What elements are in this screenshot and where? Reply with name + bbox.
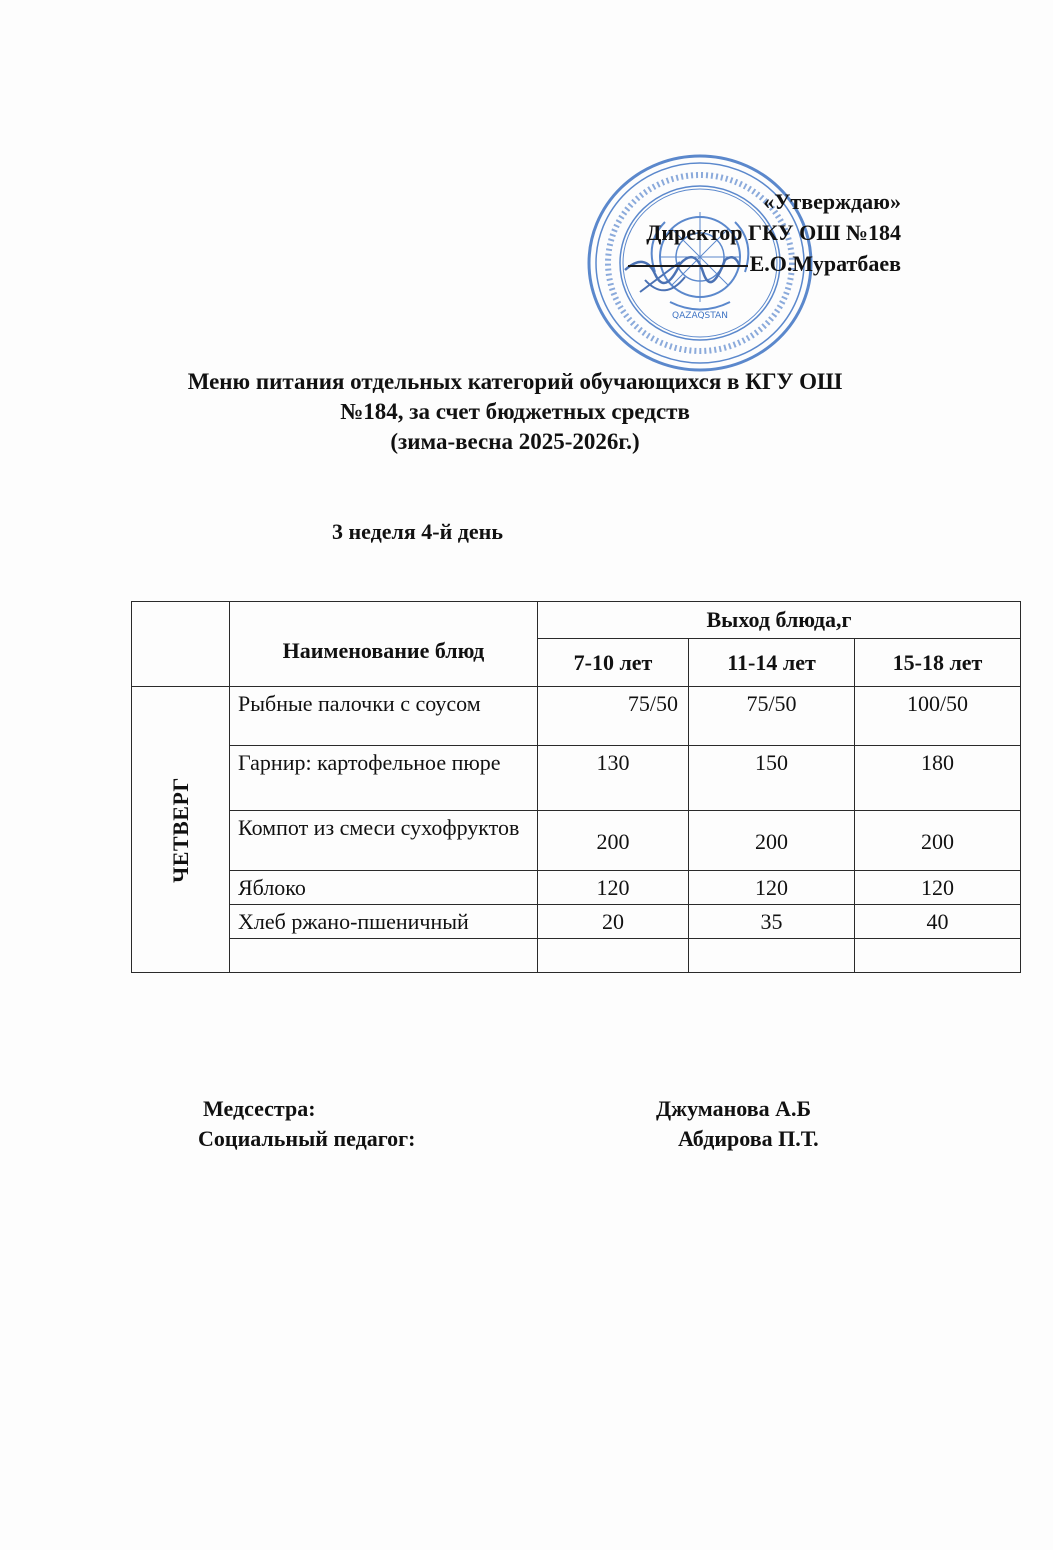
approval-position: Директор ГКУ ОШ №184 (646, 220, 901, 245)
signature-line (628, 265, 748, 267)
yield-7-10: 200 (538, 811, 689, 871)
table-row-empty (132, 939, 1021, 973)
header-dish-name: Наименование блюд (230, 602, 538, 687)
yield-7-10: 130 (538, 746, 689, 811)
dish-name: Яблоко (230, 871, 538, 905)
yield-11-14: 35 (689, 905, 855, 939)
yield-11-14: 150 (689, 746, 855, 811)
yield-15-18: 200 (855, 811, 1021, 871)
yield-7-10: 75/50 (538, 687, 689, 746)
header-age-11-14: 11-14 лет (689, 639, 855, 687)
title-line-3: (зима-весна 2025-2026г.) (390, 429, 640, 454)
dish-name: Хлеб ржано-пшеничный (230, 905, 538, 939)
day-cell (132, 687, 230, 973)
table-row (132, 905, 1021, 939)
dish-name: Компот из смеси сухофруктов (230, 811, 538, 871)
yield-11-14: 200 (689, 811, 855, 871)
social-pedagogue-role: Социальный педагог: (198, 1126, 416, 1151)
header-empty-cell (132, 602, 230, 687)
yield-7-10 (538, 939, 689, 973)
header-age-15-18: 15-18 лет (855, 639, 1021, 687)
nurse-role: Медсестра: (203, 1096, 316, 1121)
social-pedagogue-name: Абдирова П.Т. (678, 1126, 819, 1151)
table-row (132, 746, 1021, 811)
yield-7-10: 120 (538, 871, 689, 905)
header-age-7-10: 7-10 лет (538, 639, 689, 687)
approval-signer (628, 248, 901, 279)
table-header-row (132, 602, 1021, 639)
nurse-name: Джуманова А.Б (656, 1096, 812, 1121)
document-title (0, 367, 1030, 457)
table-row (132, 811, 1021, 871)
yield-15-18: 120 (855, 871, 1021, 905)
seal-center-text: QAZAQSTAN (672, 311, 728, 321)
yield-15-18: 180 (855, 746, 1021, 811)
header-yield: Выход блюда,г (538, 602, 1021, 639)
menu-table (131, 601, 1021, 973)
dish-name (230, 939, 538, 973)
yield-11-14: 120 (689, 871, 855, 905)
approval-signer-name: Е.О.Муратбаев (749, 251, 901, 276)
table-row (132, 687, 1021, 746)
approval-heading: «Утверждаю» (763, 189, 901, 214)
yield-15-18: 100/50 (855, 687, 1021, 746)
week-day-label: 3 неделя 4-й день (332, 519, 503, 544)
yield-15-18 (855, 939, 1021, 973)
yield-7-10: 20 (538, 905, 689, 939)
table-row (132, 871, 1021, 905)
yield-11-14: 75/50 (689, 687, 855, 746)
day-label: ЧЕТВЕРГ (167, 776, 193, 883)
title-line-1: Меню питания отдельных категорий обучающихся в КГУ ОШ (187, 369, 843, 394)
dish-name: Гарнир: картофельное пюре (230, 746, 538, 811)
approval-block (628, 186, 901, 279)
dish-name: Рыбные палочки с соусом (230, 687, 538, 746)
yield-11-14 (689, 939, 855, 973)
title-line-2: №184, за счет бюджетных средств (340, 399, 690, 424)
yield-15-18: 40 (855, 905, 1021, 939)
